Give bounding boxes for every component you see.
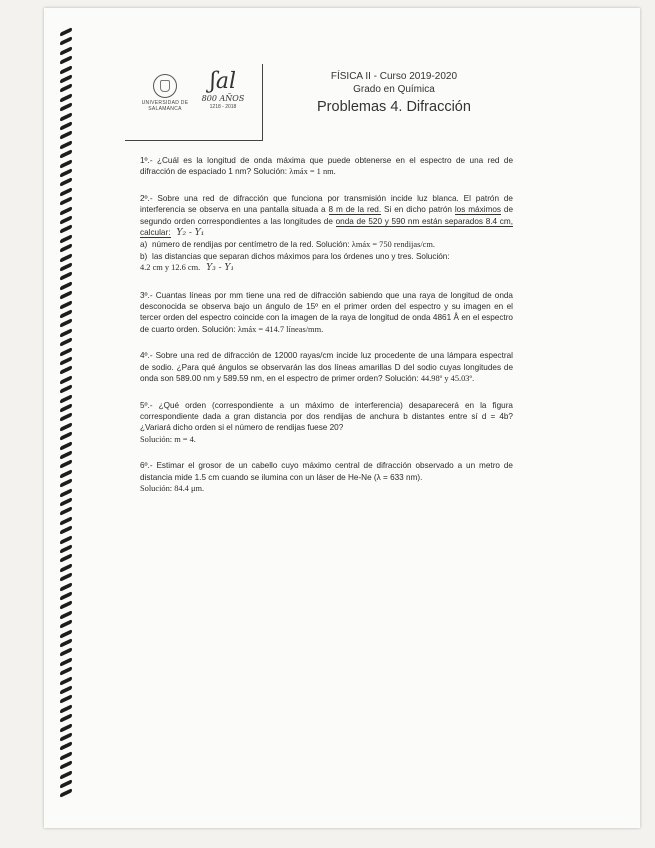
- problem-3-text: 3º.- Cuantas líneas por mm tiene una red de difracción sabiendo que una raya de longitud de onda desconocida se observa bajo un ángulo de 15º en el primer orden del espectro y su imagen en el tercer orden del espectro coincide con la imagen de la raya de longitud de onda 4861 Å en el espectro de cuarto orden. Solución:: [140, 290, 513, 334]
- anniversary-logo: [197, 70, 249, 110]
- spiral-ring: [60, 366, 72, 376]
- problem-5: [140, 400, 513, 446]
- spiral-ring: [60, 497, 72, 507]
- problem-6-text: 6º.- Estimar el grosor de un cabello cuyo máximo central de difracción observado a un metro de distancia mide 1.5 cm cuando se ilumina con un láser de He-Ne (λ = 633 nm).: [140, 461, 513, 482]
- spiral-ring: [60, 723, 72, 733]
- spiral-ring: [60, 554, 72, 564]
- spiral-ring: [60, 488, 72, 498]
- spiral-ring: [60, 591, 72, 601]
- spiral-ring: [60, 751, 72, 761]
- problem-6-solution: Solución: 84.4 μm.: [140, 483, 205, 493]
- problem-1-solution: λmáx = 1 nm.: [289, 167, 336, 177]
- spiral-ring: [60, 760, 72, 770]
- spiral-binding: [60, 30, 76, 810]
- part-b-text: las distancias que separan dichos máximos para los órdenes uno y tres. Solución:: [152, 251, 450, 261]
- spiral-ring: [60, 84, 72, 94]
- spiral-ring: [60, 638, 72, 648]
- spiral-ring: [60, 384, 72, 394]
- spiral-ring: [60, 601, 72, 611]
- spiral-ring: [60, 281, 72, 291]
- page-title: Problemas 4. Difracción: [317, 99, 471, 115]
- problem-2-underline-1: 8 m de la red.: [328, 205, 382, 215]
- spiral-ring: [60, 149, 72, 159]
- problem-2-underline-2: los máximos: [454, 205, 501, 215]
- spiral-ring: [60, 713, 72, 723]
- handwritten-note-1: Y₂ - Y₁: [176, 228, 205, 239]
- problem-3: [140, 290, 513, 336]
- problem-2-part-b: [140, 251, 513, 262]
- spiral-ring: [60, 140, 72, 150]
- university-logo: [133, 74, 197, 118]
- spiral-ring: [60, 619, 72, 629]
- problem-2-intro-b: Si en dicho patrón: [381, 205, 455, 215]
- spiral-ring: [60, 347, 72, 357]
- header-divider-horizontal: [125, 140, 263, 141]
- course-label: FÍSICA II - Curso 2019-2020: [330, 71, 458, 82]
- university-seal-icon: [153, 74, 177, 98]
- spiral-ring: [60, 206, 72, 216]
- document-header: [125, 64, 525, 146]
- spiral-ring: [60, 319, 72, 329]
- spiral-ring: [60, 779, 72, 789]
- spiral-ring: [60, 243, 72, 253]
- problem-4: [140, 350, 513, 384]
- header-titles: [317, 70, 471, 117]
- spiral-ring: [60, 742, 72, 752]
- part-b-label: b): [140, 251, 148, 261]
- spiral-ring: [60, 131, 72, 141]
- spiral-ring: [60, 159, 72, 169]
- part-a-text: número de rendijas por centímetro de la red. Solución:: [152, 240, 352, 250]
- part-b-solution: 4.2 cm y 12.6 cm.: [140, 263, 201, 273]
- spiral-ring: [60, 46, 72, 56]
- handwritten-note-2: Y₃ - Y₁: [206, 263, 235, 274]
- spiral-ring: [60, 178, 72, 188]
- spiral-ring: [60, 196, 72, 206]
- spiral-ring: [60, 657, 72, 667]
- spiral-ring: [60, 403, 72, 413]
- spiral-ring: [60, 356, 72, 366]
- spiral-ring: [60, 375, 72, 385]
- spiral-ring: [60, 55, 72, 65]
- problem-2-part-b-solution-line: [140, 262, 513, 274]
- spiral-ring: [60, 413, 72, 423]
- spiral-ring: [60, 65, 72, 75]
- spiral-ring: [60, 234, 72, 244]
- spiral-ring: [60, 629, 72, 639]
- spiral-ring: [60, 309, 72, 319]
- spiral-ring: [60, 93, 72, 103]
- spiral-ring: [60, 337, 72, 347]
- spiral-ring: [60, 582, 72, 592]
- degree-label: Grado en Química: [353, 84, 435, 95]
- spiral-ring: [60, 666, 72, 676]
- spiral-ring: [60, 469, 72, 479]
- spiral-ring: [60, 648, 72, 658]
- spiral-ring: [60, 300, 72, 310]
- problem-6: [140, 460, 513, 494]
- problem-1: [140, 155, 513, 178]
- part-a-label: a): [140, 240, 148, 250]
- problem-5-solution: Solución: m = 4.: [140, 434, 196, 444]
- problem-2-underline-3: onda de 520 y 590 nm están separados 8.4 cm, calcular:: [140, 216, 513, 238]
- spiral-ring: [60, 441, 72, 451]
- university-name: UNIVERSIDAD DE SALAMANCA: [141, 100, 189, 112]
- anniversary-years: 800 AÑOS: [201, 94, 245, 103]
- header-divider-vertical: [262, 64, 263, 140]
- problem-3-solution: λmáx = 414.7 líneas/mm.: [237, 324, 324, 334]
- spiral-ring: [60, 37, 72, 47]
- spiral-ring: [60, 168, 72, 178]
- spiral-ring: [60, 789, 72, 799]
- part-a-solution: λmáx = 750 rendijas/cm.: [351, 240, 436, 250]
- spiral-ring: [60, 121, 72, 131]
- problem-2-intro-c: de segundo orden correspondientes a las longitudes de: [140, 205, 514, 226]
- spiral-ring: [60, 450, 72, 460]
- problem-2-intro-a: 2º.- Sobre una red de difracción que funciona por transmisión incide luz blanca. El patrón de interferencia se observa en una pantalla situada a: [140, 193, 513, 215]
- spiral-ring: [60, 572, 72, 582]
- problem-4-solution: 44.98º y 45.03º.: [420, 374, 475, 384]
- spiral-ring: [60, 685, 72, 695]
- spiral-ring: [60, 394, 72, 404]
- anniversary-mark: ʃal: [209, 69, 237, 94]
- spiral-ring: [60, 102, 72, 112]
- spiral-ring: [60, 676, 72, 686]
- spiral-ring: [60, 225, 72, 235]
- spiral-ring: [60, 290, 72, 300]
- spiral-ring: [60, 535, 72, 545]
- spiral-ring: [60, 704, 72, 714]
- spiral-ring: [60, 770, 72, 780]
- spiral-ring: [60, 507, 72, 517]
- spiral-ring: [60, 544, 72, 554]
- spiral-ring: [60, 516, 72, 526]
- spiral-ring: [60, 525, 72, 535]
- problem-4-text: 4º.- Sobre una red de difracción de 12000 rayas/cm incide luz procedente de una lámpara espectral de sodio. ¿Para qué ángulos se observarán las dos líneas amarillas D del sodio cuyas longitudes de onda son 589.00 nm y 589.59 nm, en el espectro de primer orden? Solución:: [140, 351, 513, 384]
- spiral-ring: [60, 732, 72, 742]
- spiral-ring: [60, 272, 72, 282]
- spiral-ring: [60, 328, 72, 338]
- spiral-ring: [60, 422, 72, 432]
- spiral-ring: [60, 478, 72, 488]
- spiral-ring: [60, 253, 72, 263]
- problem-1-text: 1º.- ¿Cuál es la longitud de onda máxima que puede obtenerse en el espectro de una red de difracción de espaciado 1 nm? Solución:: [140, 156, 513, 177]
- spiral-ring: [60, 187, 72, 197]
- problem-2-part-a: [140, 239, 513, 250]
- spiral-ring: [60, 695, 72, 705]
- anniversary-span: 1218 - 2018: [209, 104, 237, 110]
- problem-2: [140, 193, 513, 275]
- spiral-ring: [60, 610, 72, 620]
- spiral-ring: [60, 460, 72, 470]
- problem-5-text: 5º.- ¿Qué orden (correspondiente a un máximo de interferencia) desaparecerá en la figura correspondiente dada a gran distancia por dos rendijas de anchura b distantes entre sí d = 4b? ¿Variará dicho orden si el número de rendijas fuese 20?: [140, 400, 513, 433]
- problem-list: [140, 155, 513, 509]
- spiral-ring: [60, 112, 72, 122]
- spiral-ring: [60, 262, 72, 272]
- spiral-ring: [60, 431, 72, 441]
- spiral-ring: [60, 215, 72, 225]
- spiral-ring: [60, 563, 72, 573]
- spiral-ring: [60, 74, 72, 84]
